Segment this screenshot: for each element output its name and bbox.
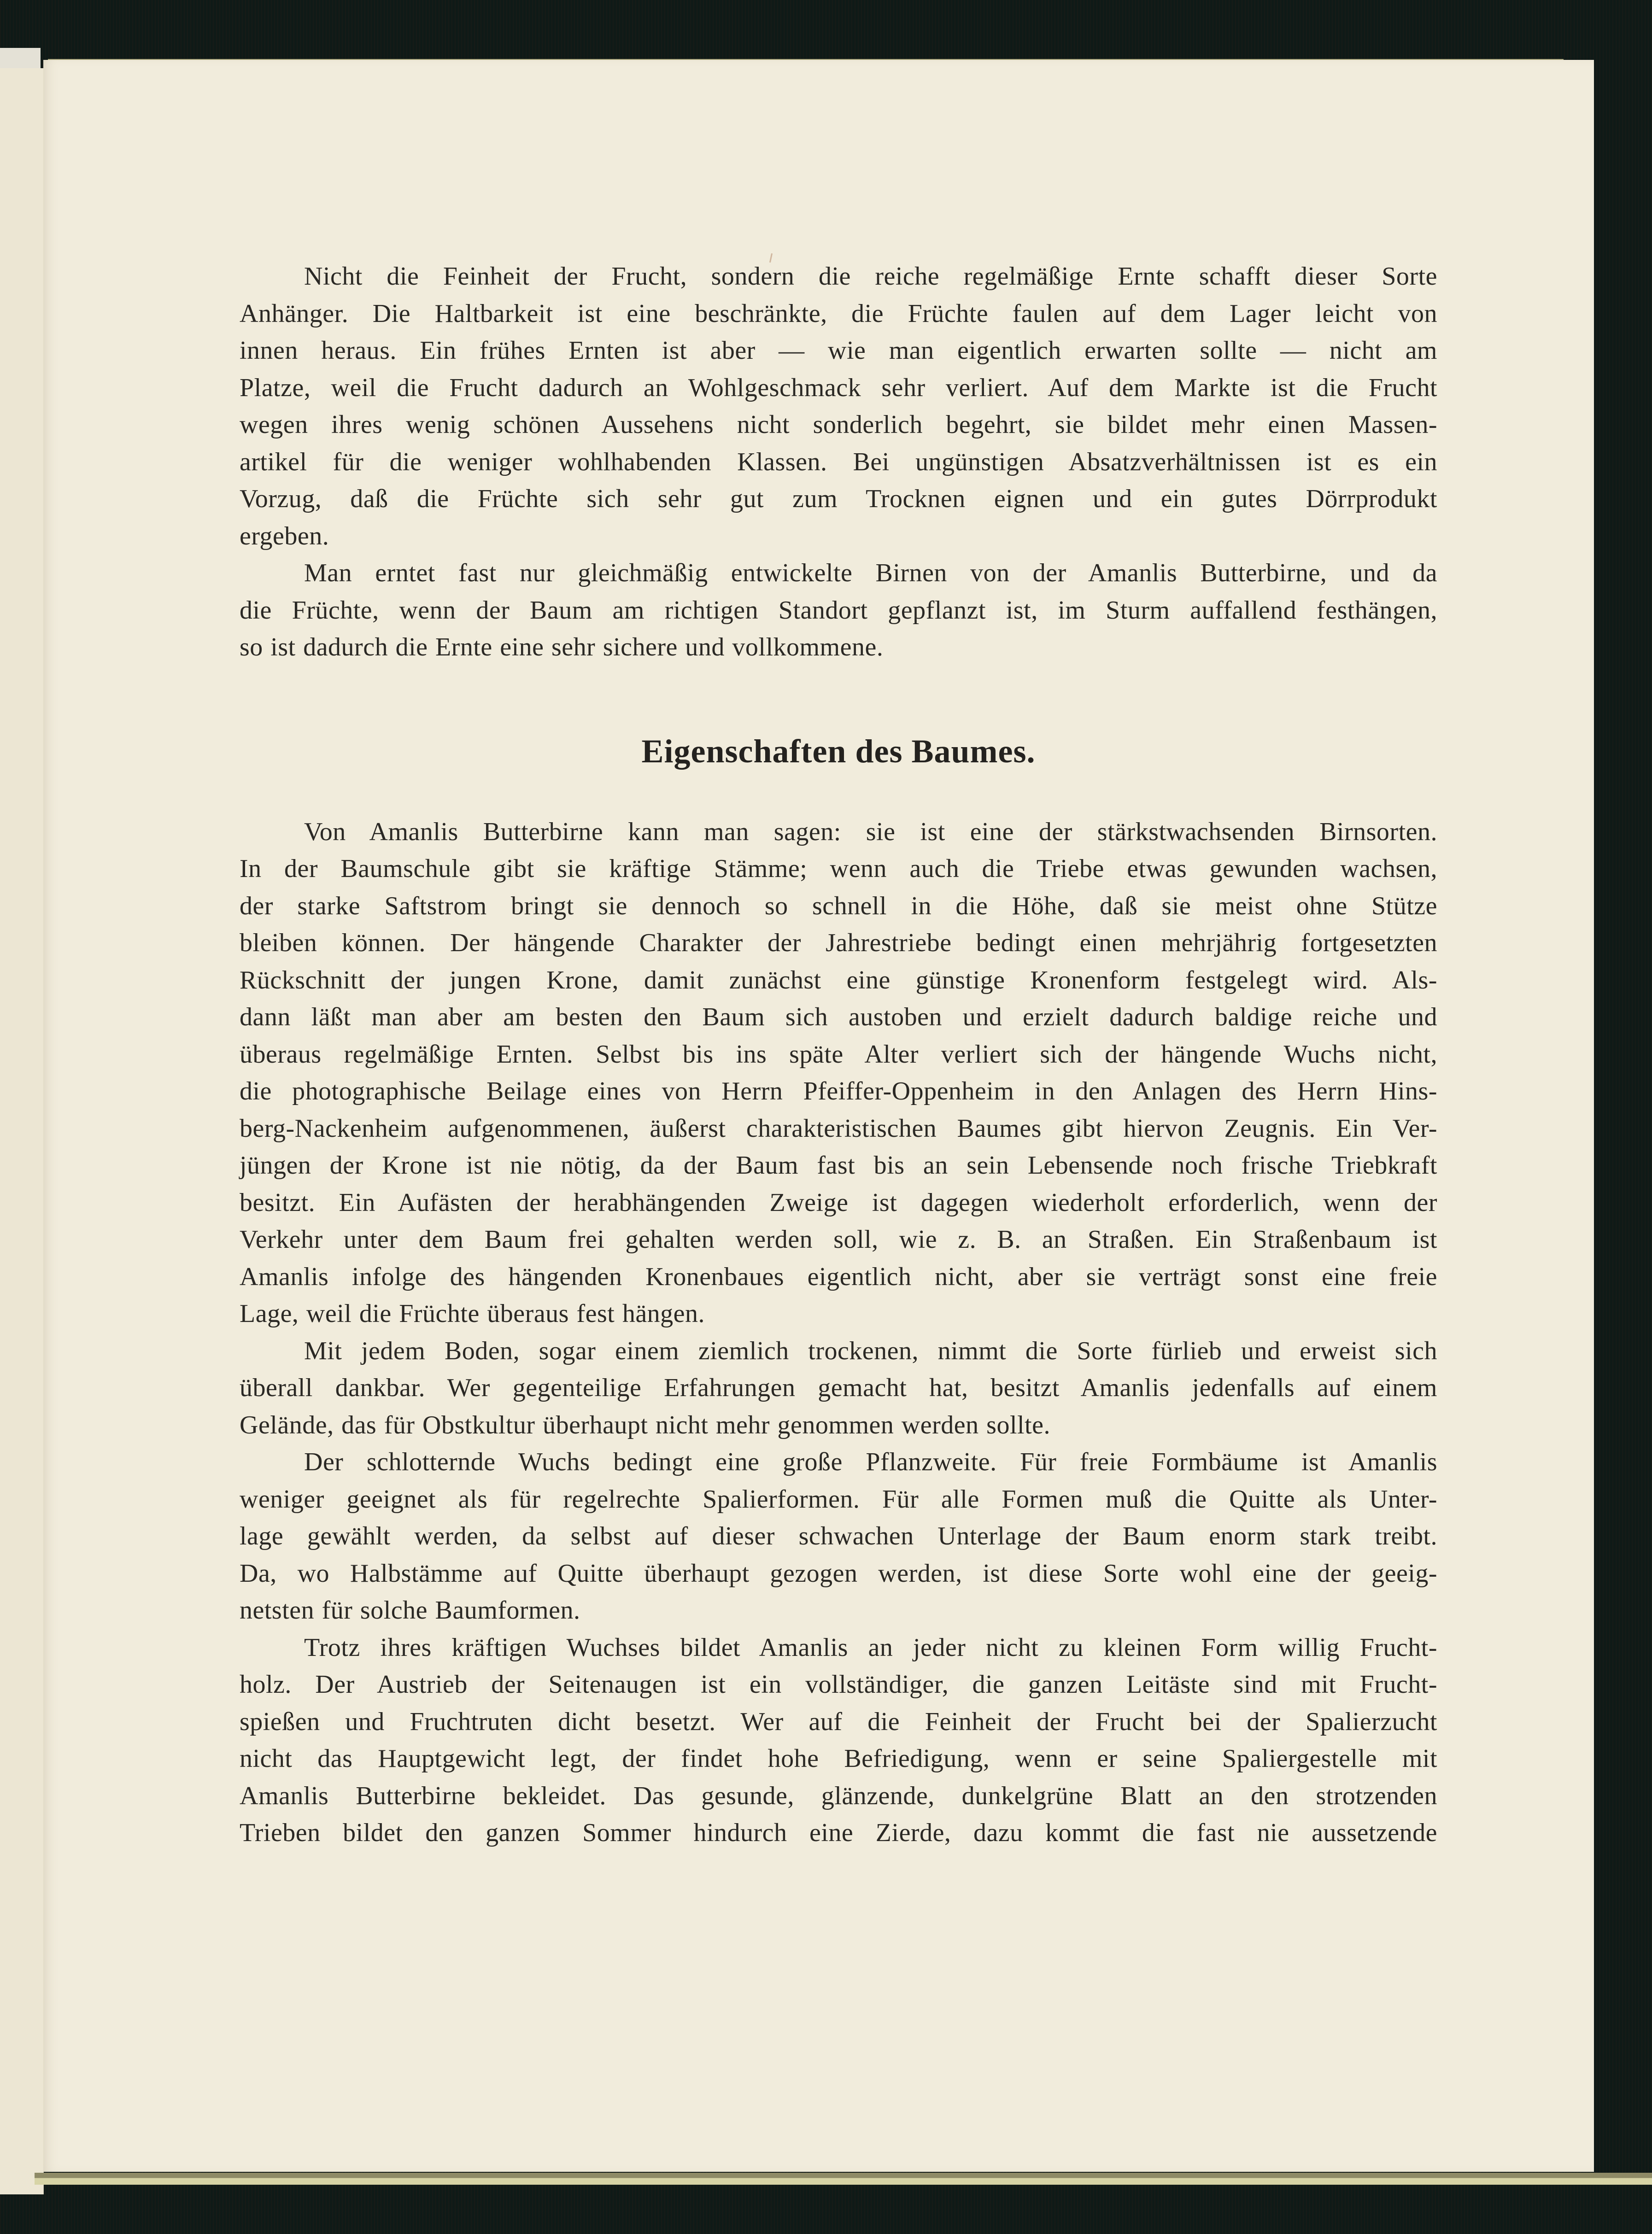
- text-line: Der schlotternde Wuchs bedingt eine große Pflanzweite. Für freie Formbäume ist Amanlis: [304, 1448, 1437, 1476]
- text-line: spießen und Fruchtruten dicht besetzt. Wer auf die Feinheit der Frucht bei der Spalierzucht: [240, 1707, 1437, 1736]
- paragraph-section-4: [240, 1629, 1437, 1852]
- text-line: Da, wo Halbstämme auf Quitte überhaupt gezogen werden, ist diese Sorte wohl eine der geeig-: [240, 1559, 1437, 1588]
- text-line: die photographische Beilage eines von Herrn Pfeiffer-Oppenheim in den Anlagen des Herrn Hins-: [240, 1077, 1437, 1105]
- text-line: Trieben bildet den ganzen Sommer hindurch eine Zierde, dazu kommt die fast nie aussetzende: [240, 1819, 1437, 1847]
- text-line: Anhänger. Die Haltbarkeit ist eine beschränkte, die Früchte faulen auf dem Lager leicht von: [240, 299, 1437, 328]
- text-line: Von Amanlis Butterbirne kann man sagen: sie ist eine der stärkstwachsenden Birnsorten.: [304, 817, 1437, 846]
- left-facing-page: [0, 68, 44, 2194]
- text-line: ergeben.: [240, 521, 329, 550]
- text-line: berg-Nackenheim aufgenommenen, äußerst charakteristischen Baumes gibt hiervon Zeugnis. Ein Ver-: [240, 1114, 1437, 1143]
- section-heading: Eigenschaften des Baumes.: [641, 732, 1036, 770]
- endpaper-bottom-strip: [35, 2173, 1652, 2185]
- text-line: Verkehr unter dem Baum frei gehalten werden soll, wie z. B. an Straßen. Ein Straßenbaum ist: [240, 1225, 1437, 1254]
- text-line: nicht das Hauptgewicht legt, der findet hohe Befriedigung, wenn er seine Spaliergestelle mit: [240, 1744, 1437, 1773]
- text-line: Vorzug, daß die Früchte sich sehr gut zum Trocknen eignen und ein gutes Dörrprodukt: [240, 485, 1437, 513]
- text-line: der starke Saftstrom bringt sie dennoch so schnell in die Höhe, daß sie meist ohne Stütze: [240, 891, 1437, 920]
- left-page-edge: [0, 48, 41, 69]
- text-line: weniger geeignet als für regelrechte Spalierformen. Für alle Formen muß die Quitte als Unter-: [240, 1485, 1437, 1514]
- text-line: innen heraus. Ein frühes Ernten ist aber — wie man eigentlich erwarten sollte — nicht am: [240, 336, 1437, 365]
- paragraph-section-1: [240, 813, 1437, 1333]
- text-line: Platze, weil die Frucht dadurch an Wohlgeschmack sehr verliert. Auf dem Markte ist die Frucht: [240, 373, 1437, 402]
- page-text-block: [240, 258, 1437, 1852]
- text-line: bleiben können. Der hängende Charakter der Jahrestriebe bedingt einen mehrjährig fortgesetzten: [240, 929, 1437, 957]
- book-page: [43, 60, 1594, 2172]
- text-line: jüngen der Krone ist nie nötig, da der Baum fast bis an sein Lebensende noch frische Triebkraft: [240, 1151, 1437, 1180]
- text-line: Man erntet fast nur gleichmäßig entwickelte Birnen von der Amanlis Butterbirne, und da: [304, 559, 1437, 587]
- text-line: überall dankbar. Wer gegenteilige Erfahrungen gemacht hat, besitzt Amanlis jedenfalls auf einem: [240, 1374, 1437, 1402]
- text-line: Trotz ihres kräftigen Wuchses bildet Amanlis an jeder nicht zu kleinen Form willig Frucht-: [304, 1633, 1437, 1662]
- paragraph-intro-2: [240, 555, 1437, 666]
- text-line: netsten für solche Baumformen.: [240, 1596, 580, 1625]
- text-line: Lage, weil die Früchte überaus fest hängen.: [240, 1299, 705, 1328]
- text-line: so ist dadurch die Ernte eine sehr sichere und vollkommene.: [240, 633, 884, 661]
- text-line: Nicht die Feinheit der Frucht, sondern die reiche regelmäßige Ernte schafft dieser Sorte: [304, 262, 1437, 291]
- text-line: Gelände, das für Obstkultur überhaupt nicht mehr genommen werden sollte.: [240, 1410, 1050, 1439]
- text-line: die Früchte, wenn der Baum am richtigen Standort gepflanzt ist, im Sturm auffallend festhängen,: [240, 596, 1437, 625]
- text-line: artikel für die weniger wohlhabenden Klassen. Bei ungünstigen Absatzverhältnissen ist es ein: [240, 447, 1437, 476]
- text-line: Amanlis Butterbirne bekleidet. Das gesunde, glänzende, dunkelgrüne Blatt an den strotzenden: [240, 1781, 1437, 1810]
- paragraph-section-2: [240, 1333, 1437, 1444]
- text-line: überaus regelmäßige Ernten. Selbst bis ins späte Alter verliert sich der hängende Wuchs nicht,: [240, 1040, 1437, 1069]
- text-line: dann läßt man aber am besten den Baum sich austoben und erzielt dadurch baldige reiche und: [240, 1003, 1437, 1031]
- text-line: Amanlis infolge des hängenden Kronenbaues eigentlich nicht, aber sie verträgt sonst eine freie: [240, 1262, 1437, 1291]
- paragraph-intro-1: [240, 258, 1437, 555]
- text-line: besitzt. Ein Aufästen der herabhängenden Zweige ist dagegen wiederholt erforderlich, wenn der: [240, 1188, 1437, 1217]
- text-line: In der Baumschule gibt sie kräftige Stämme; wenn auch die Triebe etwas gewunden wachsen,: [240, 854, 1437, 883]
- text-line: Mit jedem Boden, sogar einem ziemlich trockenen, nimmt die Sorte fürlieb und erweist sich: [304, 1336, 1437, 1365]
- paragraph-section-3: [240, 1444, 1437, 1629]
- text-line: wegen ihres wenig schönen Aussehens nicht sonderlich begehrt, sie bildet mehr einen Massen-: [240, 410, 1437, 439]
- text-line: Rückschnitt der jungen Krone, damit zunächst eine günstige Kronenform festgelegt wird. Als-: [240, 965, 1437, 994]
- text-line: lage gewählt werden, da selbst auf dieser schwachen Unterlage der Baum enorm stark treibt.: [240, 1522, 1437, 1550]
- text-line: holz. Der Austrieb der Seitenaugen ist ein vollständiger, die ganzen Leitäste sind mit Frucht-: [240, 1670, 1437, 1699]
